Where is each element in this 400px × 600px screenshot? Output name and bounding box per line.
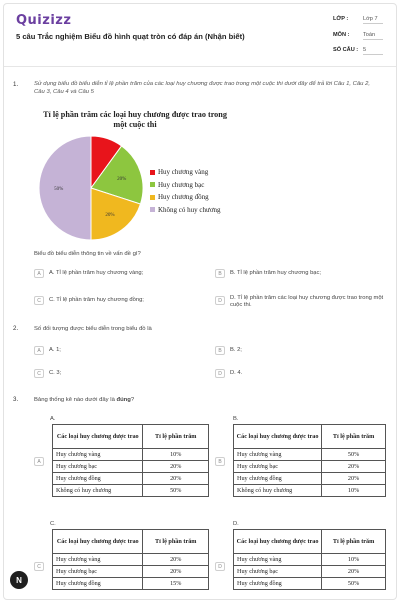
table-a-option-box[interactable]: A [34,457,44,466]
legend-item [150,179,221,192]
row-value: 20% [143,554,209,566]
pie-slice-4 [39,136,91,240]
q2-option-a[interactable] [34,346,61,355]
subject-label: MÔN : [333,32,350,38]
q2-option-c[interactable] [34,369,61,378]
legend-swatch [150,170,155,175]
chart-title: Tỉ lệ phần trăm các loại huy chương được trao trong một cuộc thi [43,110,227,129]
option-box[interactable]: C [34,369,44,378]
table-row [234,461,386,473]
header-percent: Tỉ lệ phần trăm [322,530,386,554]
option-box[interactable]: D [215,369,225,378]
row-label: Huy chương vàng [234,554,322,566]
row-label: Huy chương bạc [234,461,322,473]
q2-option-b[interactable] [215,346,242,355]
option-text: B. 2; [230,347,242,353]
quizizz-logo[interactable]: Quizizz [16,13,72,28]
table-row [53,449,209,461]
row-label: Huy chương bạc [53,566,143,578]
header-category: Các loại huy chương được trao [53,530,143,554]
q1-option-b[interactable] [215,269,321,278]
row-label: Huy chương bạc [53,461,143,473]
row-value: 10% [322,554,386,566]
table-d-label: D. [233,521,239,527]
table-c [52,529,209,590]
legend-label: Không có huy chương [158,205,221,214]
table-row [53,566,209,578]
legend-item [150,191,221,204]
navigation-button[interactable]: N [10,571,28,589]
legend-swatch [150,207,155,212]
table-row [234,566,386,578]
header-divider [4,66,396,67]
pie-data-label-4: 50% [54,187,64,192]
page-title: 5 câu Trắc nghiệm Biểu đồ hình quạt tròn có đáp án (Nhận biết) [16,32,245,41]
row-label: Không có huy chương [234,485,322,497]
legend-item [150,166,221,179]
row-value: 20% [322,473,386,485]
option-box[interactable]: C [34,296,44,305]
option-box[interactable]: B [215,269,225,278]
table-d [233,529,386,590]
header-percent: Tỉ lệ phần trăm [143,425,209,449]
row-label: Không có huy chương [53,485,143,497]
legend-label: Huy chương vàng [158,168,209,177]
table-b-option-box[interactable]: B [215,457,225,466]
row-label: Huy chương đồng [234,578,322,590]
question-3-number: 3. [13,396,19,403]
legend-swatch [150,182,155,187]
table-c-option-box[interactable]: C [34,562,44,571]
question-3-suffix: ? [130,397,135,403]
class-label: LỚP : [333,16,349,22]
legend-item [150,204,221,217]
q2-option-d[interactable] [215,369,242,378]
option-text: A. 1; [49,347,61,353]
option-text: A. Tỉ lệ phần trăm huy chương vàng; [49,270,144,276]
question-3-text [34,396,134,404]
option-box[interactable]: B [215,346,225,355]
count-value: 5 [363,47,383,55]
table-a-label: A. [50,416,56,422]
row-value: 50% [143,485,209,497]
row-value: 10% [322,485,386,497]
header-category: Các loại huy chương được trao [53,425,143,449]
legend-label: Huy chương đồng [158,193,209,202]
table-row [234,449,386,461]
option-text: C. Tỉ lệ phần trăm huy chương đồng; [49,297,144,303]
row-label: Huy chương đồng [53,473,143,485]
q1-option-d[interactable] [215,294,385,309]
option-box[interactable]: A [34,346,44,355]
question-2-text: Số đối tượng được biểu diễn trong biểu đồ là [34,326,152,332]
row-value: 20% [143,473,209,485]
table-row [234,554,386,566]
class-value: Lớp 7 [363,16,383,24]
question-1-number: 1. [13,81,19,88]
table-a [52,424,209,497]
legend-label: Huy chương bạc [158,180,205,189]
option-text: B. Tỉ lệ phần trăm huy chương bạc; [230,270,322,276]
meta-class [333,16,383,24]
row-label: Huy chương đồng [234,473,322,485]
table-row [234,485,386,497]
meta-subject [333,32,383,40]
row-label: Huy chương vàng [53,449,143,461]
row-value: 50% [322,578,386,590]
question-1-text: Biểu đồ biểu diễn thông tin về vấn đề gì? [34,251,141,257]
header-percent: Tỉ lệ phần trăm [143,530,209,554]
row-value: 10% [143,449,209,461]
header-category: Các loại huy chương được trao [234,530,322,554]
chart-legend [150,166,221,216]
table-row [53,485,209,497]
table-row [53,578,209,590]
option-text: C. 3; [49,370,62,376]
meta-count [333,47,383,55]
table-c-label: C. [50,521,56,527]
row-label: Huy chương bạc [234,566,322,578]
legend-swatch [150,195,155,200]
question-3-emphasis: đúng [116,397,131,403]
table-row [234,578,386,590]
question-3-prefix: Bảng thống kê nào dưới đây là [34,397,117,403]
q1-option-a[interactable] [34,269,143,278]
header-category: Các loại huy chương được trao [234,425,322,449]
row-label: Huy chương vàng [53,554,143,566]
table-row [53,473,209,485]
subject-value: Toán [363,32,383,40]
option-box[interactable]: A [34,269,44,278]
option-box[interactable]: D [215,296,225,305]
option-text: D. 4. [230,370,243,376]
table-row [53,554,209,566]
row-label: Huy chương vàng [234,449,322,461]
pie-data-label-2: 20% [117,177,127,183]
table-b-label: B. [233,416,239,422]
row-value: 15% [143,578,209,590]
q1-option-c[interactable] [34,296,144,305]
table-d-option-box[interactable]: D [215,562,225,571]
table-row [234,473,386,485]
row-label: Huy chương đồng [53,578,143,590]
row-value: 20% [322,566,386,578]
row-value: 20% [322,461,386,473]
table-b [233,424,386,497]
intro-text: Sử dụng biểu đồ biểu diễn tỉ lệ phần trăm của các loại huy chương được trao trong một cuộc thi dưới đây để trả lời Câu 1, Câu 2, Câu 3, Câu 4 và Câu 5 [34,81,371,95]
count-label: SỐ CÂU : [333,47,359,53]
table-row [53,461,209,473]
pie-chart [36,133,146,243]
question-2-number: 2. [13,325,19,332]
header-percent: Tỉ lệ phần trăm [322,425,386,449]
option-text: D. Tỉ lệ phần trăm các loại huy chương được trao trong một cuộc thi. [230,295,384,308]
pie-data-label-3: 20% [105,213,115,219]
row-value: 20% [143,461,209,473]
row-value: 20% [143,566,209,578]
row-value: 50% [322,449,386,461]
